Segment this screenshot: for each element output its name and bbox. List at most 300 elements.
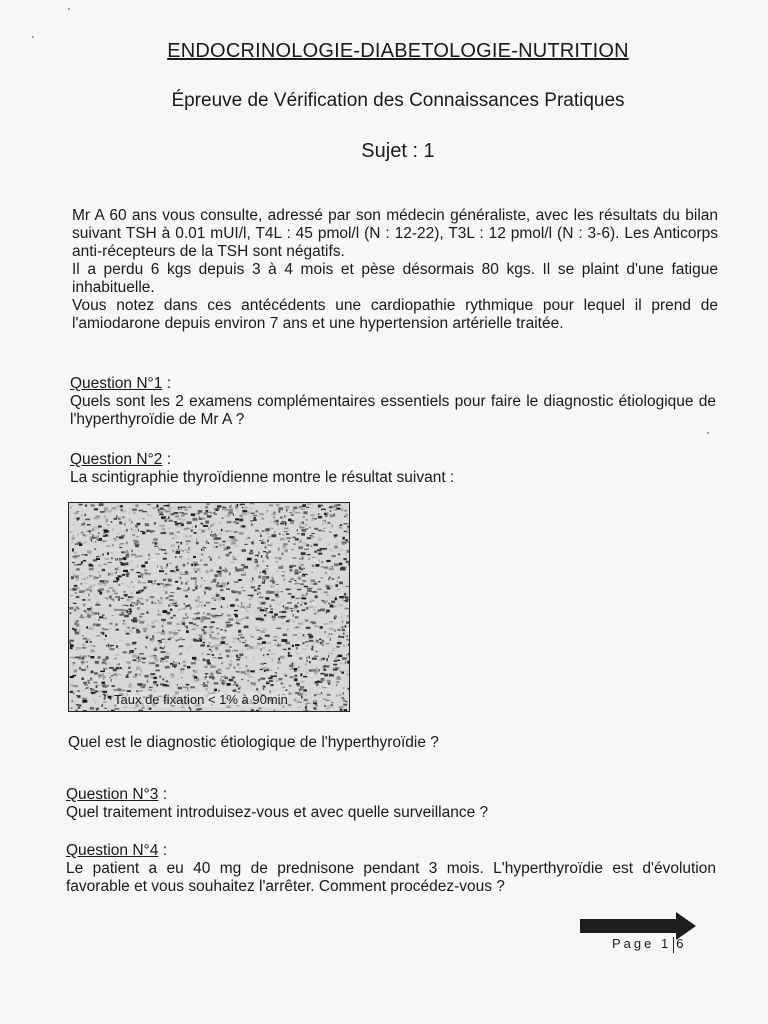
question-2-text: La scintigraphie thyroïdienne montre le résultat suivant : — [70, 469, 455, 486]
noise-speck — [250, 503, 255, 504]
noise-speck — [219, 653, 221, 655]
noise-speck — [322, 600, 325, 601]
noise-speck — [263, 686, 266, 688]
noise-speck — [316, 694, 321, 695]
noise-speck — [208, 542, 209, 544]
noise-speck — [288, 593, 291, 594]
noise-speck — [297, 610, 299, 612]
noise-speck — [266, 617, 270, 619]
noise-speck — [133, 676, 137, 678]
noise-speck — [307, 658, 309, 659]
noise-speck — [93, 699, 94, 701]
noise-speck — [305, 641, 309, 642]
noise-speck — [333, 648, 336, 649]
noise-speck — [287, 537, 291, 539]
noise-speck — [303, 523, 308, 526]
noise-speck — [132, 627, 135, 629]
noise-speck — [91, 529, 93, 532]
noise-speck — [113, 518, 117, 520]
noise-speck — [83, 638, 87, 640]
noise-speck — [155, 553, 160, 554]
noise-speck — [227, 508, 229, 509]
noise-speck — [181, 677, 183, 678]
noise-speck — [195, 525, 197, 528]
noise-speck — [138, 710, 143, 711]
noise-speck — [297, 606, 298, 607]
noise-speck — [94, 620, 97, 622]
noise-speck — [110, 661, 111, 663]
noise-speck — [325, 549, 326, 551]
noise-speck — [242, 590, 245, 591]
noise-speck — [151, 686, 156, 687]
noise-speck — [321, 507, 325, 508]
noise-speck — [185, 535, 189, 538]
noise-speck — [154, 656, 157, 659]
noise-speck — [233, 672, 237, 674]
noise-speck — [179, 571, 182, 574]
noise-speck — [314, 609, 316, 610]
noise-speck — [174, 600, 177, 602]
noise-speck — [282, 534, 285, 536]
noise-speck — [348, 653, 350, 655]
noise-speck — [133, 512, 135, 514]
noise-speck — [340, 670, 341, 671]
noise-speck — [302, 556, 303, 559]
noise-speck — [338, 602, 340, 603]
noise-speck — [106, 590, 110, 592]
noise-speck — [115, 654, 119, 656]
noise-speck — [183, 687, 188, 688]
noise-speck — [312, 646, 314, 648]
noise-speck — [342, 657, 347, 660]
noise-speck — [102, 691, 107, 693]
noise-speck — [293, 507, 297, 510]
noise-speck — [72, 568, 75, 571]
noise-speck — [203, 626, 207, 628]
noise-speck — [334, 563, 339, 566]
noise-speck — [108, 562, 112, 563]
noise-speck — [203, 525, 208, 527]
noise-speck — [313, 643, 314, 645]
noise-speck — [334, 505, 338, 508]
noise-speck — [345, 516, 347, 517]
noise-speck — [308, 558, 310, 561]
noise-speck — [306, 627, 311, 629]
noise-speck — [139, 616, 142, 617]
noise-speck — [278, 643, 279, 644]
noise-speck — [273, 652, 276, 655]
noise-speck — [347, 541, 350, 543]
noise-speck — [190, 686, 195, 688]
noise-speck — [142, 684, 146, 687]
noise-speck — [299, 541, 302, 543]
noise-speck — [252, 577, 253, 580]
noise-speck — [137, 683, 142, 686]
noise-speck — [210, 582, 212, 584]
noise-speck — [110, 679, 112, 682]
noise-speck — [335, 606, 336, 607]
noise-speck — [275, 672, 277, 673]
noise-speck — [177, 679, 179, 680]
noise-speck — [209, 626, 213, 628]
noise-speck — [207, 654, 210, 655]
noise-speck — [168, 579, 172, 582]
noise-speck — [320, 683, 322, 686]
noise-speck — [327, 665, 329, 667]
noise-speck — [246, 677, 249, 680]
noise-speck — [332, 525, 333, 528]
noise-speck — [343, 645, 346, 647]
noise-speck — [323, 699, 327, 700]
noise-speck — [316, 652, 319, 654]
noise-speck — [311, 548, 313, 551]
noise-speck — [192, 618, 197, 620]
noise-speck — [155, 659, 158, 662]
noise-speck — [89, 659, 90, 661]
noise-speck — [111, 507, 116, 510]
noise-speck — [157, 614, 161, 616]
noise-speck — [174, 683, 176, 684]
noise-speck — [296, 632, 298, 633]
noise-speck — [330, 510, 332, 512]
noise-speck — [224, 544, 228, 546]
noise-speck — [345, 586, 350, 587]
noise-speck — [250, 670, 254, 672]
noise-speck — [345, 539, 348, 541]
noise-speck — [201, 627, 202, 629]
noise-speck — [309, 656, 310, 659]
noise-speck — [322, 530, 325, 532]
noise-speck — [244, 642, 246, 643]
noise-speck — [187, 649, 190, 651]
noise-speck — [261, 518, 264, 520]
noise-speck — [254, 561, 257, 563]
noise-speck — [292, 645, 294, 647]
noise-speck — [135, 525, 138, 528]
noise-speck — [192, 638, 193, 641]
noise-speck — [312, 509, 316, 510]
noise-speck — [85, 554, 87, 556]
noise-speck — [120, 509, 123, 511]
noise-speck — [179, 508, 181, 509]
noise-speck — [294, 678, 297, 681]
noise-speck — [304, 537, 306, 539]
noise-speck — [278, 548, 280, 551]
noise-speck — [290, 578, 294, 579]
noise-speck — [104, 564, 107, 565]
noise-speck — [245, 656, 247, 658]
noise-speck — [260, 663, 264, 665]
noise-speck — [99, 503, 104, 506]
noise-speck — [313, 707, 316, 710]
noise-speck — [206, 618, 210, 620]
noise-speck — [229, 660, 232, 661]
question-3-label: Question N°3 — [66, 786, 159, 803]
noise-speck — [203, 590, 205, 591]
noise-speck — [300, 564, 303, 566]
noise-speck — [345, 597, 348, 599]
noise-speck — [262, 539, 264, 541]
noise-speck — [105, 521, 109, 522]
noise-speck — [118, 584, 120, 586]
noise-speck — [152, 640, 154, 643]
noise-speck — [299, 561, 301, 564]
noise-speck — [237, 619, 242, 622]
noise-speck — [98, 532, 100, 534]
noise-speck — [311, 704, 316, 706]
noise-speck — [302, 529, 307, 532]
noise-speck — [262, 578, 267, 581]
noise-speck — [256, 646, 259, 649]
noise-speck — [73, 574, 75, 576]
noise-speck — [98, 565, 101, 567]
noise-speck — [267, 510, 268, 511]
noise-speck — [261, 555, 262, 558]
noise-speck — [72, 556, 77, 557]
noise-speck — [179, 663, 180, 665]
noise-speck — [282, 546, 287, 549]
noise-speck — [341, 616, 343, 618]
noise-speck — [317, 550, 322, 552]
noise-speck — [208, 587, 211, 590]
noise-speck — [322, 521, 325, 524]
noise-speck — [323, 682, 326, 684]
noise-speck — [105, 698, 109, 700]
noise-speck — [255, 510, 258, 512]
noise-speck — [168, 638, 171, 640]
noise-speck — [199, 516, 201, 518]
noise-speck — [115, 540, 117, 541]
noise-speck — [241, 517, 246, 519]
noise-speck — [180, 577, 182, 579]
noise-speck — [176, 549, 180, 550]
noise-speck — [276, 520, 278, 522]
noise-speck — [306, 703, 311, 704]
noise-speck — [225, 677, 229, 679]
noise-speck — [319, 560, 320, 562]
noise-speck — [333, 514, 335, 517]
noise-speck — [157, 600, 159, 601]
noise-speck — [98, 526, 102, 528]
noise-speck — [220, 678, 222, 681]
noise-speck — [180, 668, 184, 670]
noise-speck — [105, 534, 107, 536]
noise-speck — [126, 675, 129, 678]
noise-speck — [154, 632, 155, 633]
noise-speck — [234, 610, 238, 611]
noise-speck — [303, 516, 305, 518]
noise-speck — [260, 572, 261, 574]
noise-speck — [78, 653, 83, 655]
noise-speck — [240, 637, 244, 639]
noise-speck — [225, 644, 228, 646]
noise-speck — [176, 542, 179, 543]
noise-speck — [282, 599, 285, 601]
noise-speck — [300, 583, 304, 585]
noise-speck — [123, 570, 128, 572]
noise-speck — [186, 540, 191, 542]
noise-speck — [285, 523, 287, 526]
noise-speck — [345, 625, 347, 627]
noise-speck — [303, 676, 307, 678]
noise-speck — [87, 524, 91, 525]
noise-speck — [218, 598, 222, 601]
noise-speck — [165, 573, 166, 575]
noise-speck — [119, 645, 123, 647]
noise-speck — [267, 654, 269, 656]
noise-speck — [281, 521, 286, 522]
noise-speck — [187, 666, 191, 668]
noise-speck — [307, 504, 311, 505]
noise-speck — [163, 610, 168, 613]
noise-speck — [329, 543, 330, 545]
noise-speck — [276, 523, 279, 525]
noise-speck — [261, 542, 264, 545]
noise-speck — [160, 533, 162, 535]
noise-speck — [339, 604, 343, 606]
noise-speck — [207, 506, 208, 507]
noise-speck — [312, 520, 314, 521]
noise-speck — [158, 509, 160, 511]
noise-speck — [276, 565, 279, 568]
noise-speck — [83, 603, 85, 606]
noise-speck — [117, 567, 118, 569]
noise-speck — [340, 709, 343, 711]
noise-speck — [335, 597, 337, 600]
noise-speck — [201, 549, 202, 551]
noise-speck — [118, 599, 120, 601]
noise-speck — [302, 504, 306, 507]
noise-speck — [123, 620, 125, 621]
noise-speck — [188, 558, 190, 560]
noise-speck — [320, 626, 323, 629]
noise-speck — [185, 606, 186, 608]
noise-speck — [169, 599, 174, 601]
noise-speck — [267, 635, 270, 636]
noise-speck — [310, 621, 315, 623]
noise-speck — [329, 628, 334, 630]
noise-speck — [329, 577, 331, 580]
noise-speck — [108, 673, 111, 674]
noise-speck — [173, 552, 175, 554]
noise-speck — [267, 642, 271, 644]
noise-speck — [180, 531, 184, 532]
noise-speck — [277, 661, 281, 664]
noise-speck — [213, 657, 217, 658]
noise-speck — [185, 595, 188, 597]
noise-speck — [132, 534, 135, 536]
noise-speck — [246, 586, 249, 589]
noise-speck — [302, 642, 304, 644]
noise-speck — [75, 575, 79, 578]
noise-speck — [300, 522, 302, 525]
noise-speck — [272, 659, 274, 662]
noise-speck — [175, 516, 179, 518]
noise-speck — [336, 596, 337, 598]
noise-speck — [190, 708, 191, 710]
noise-speck — [145, 635, 149, 637]
noise-speck — [239, 667, 242, 668]
noise-speck — [322, 644, 324, 646]
noise-speck — [222, 638, 224, 641]
noise-speck — [258, 679, 260, 681]
noise-speck — [101, 588, 104, 591]
noise-speck — [210, 666, 214, 668]
noise-speck — [287, 602, 292, 603]
noise-speck — [347, 550, 349, 553]
noise-speck — [108, 644, 110, 647]
noise-speck — [266, 553, 267, 555]
noise-speck — [208, 510, 211, 512]
noise-speck — [77, 608, 80, 610]
noise-speck — [138, 656, 139, 659]
noise-speck — [198, 599, 200, 602]
noise-speck — [316, 640, 319, 643]
noise-speck — [240, 640, 241, 642]
noise-speck — [200, 507, 204, 509]
noise-speck — [326, 708, 328, 710]
noise-speck — [74, 552, 77, 554]
noise-speck — [165, 666, 170, 669]
noise-speck — [289, 512, 292, 513]
noise-speck — [274, 531, 275, 533]
noise-speck — [282, 553, 284, 555]
noise-speck — [190, 607, 192, 610]
noise-speck — [291, 668, 294, 669]
noise-speck — [200, 621, 203, 623]
noise-speck — [303, 710, 305, 711]
noise-speck — [148, 558, 150, 560]
noise-speck — [347, 661, 350, 664]
noise-speck — [146, 611, 148, 613]
noise-speck — [104, 530, 109, 533]
noise-speck — [320, 592, 323, 593]
noise-speck — [74, 512, 78, 514]
noise-speck — [91, 671, 94, 674]
noise-speck — [144, 569, 147, 571]
noise-speck — [276, 584, 279, 585]
noise-speck — [111, 521, 113, 523]
noise-speck — [347, 615, 351, 618]
noise-speck — [262, 576, 266, 577]
noise-speck — [130, 569, 133, 570]
noise-speck — [341, 672, 344, 674]
noise-speck — [123, 651, 127, 653]
noise-speck — [311, 557, 315, 558]
noise-speck — [241, 608, 244, 610]
noise-speck — [70, 646, 73, 649]
noise-speck — [100, 513, 101, 515]
noise-speck — [131, 550, 133, 553]
noise-speck — [285, 642, 290, 645]
noise-speck — [140, 661, 142, 662]
noise-speck — [202, 546, 204, 548]
noise-speck — [111, 557, 113, 559]
noise-speck — [331, 704, 334, 706]
noise-speck — [257, 593, 258, 595]
noise-speck — [134, 543, 135, 544]
noise-speck — [248, 662, 253, 663]
noise-speck — [191, 529, 193, 531]
noise-speck — [233, 513, 234, 516]
noise-speck — [319, 669, 320, 672]
noise-speck — [224, 569, 228, 572]
noise-speck — [112, 615, 114, 616]
noise-speck — [115, 558, 117, 561]
noise-speck — [267, 539, 268, 542]
noise-speck — [345, 661, 346, 664]
noise-speck — [164, 505, 167, 506]
